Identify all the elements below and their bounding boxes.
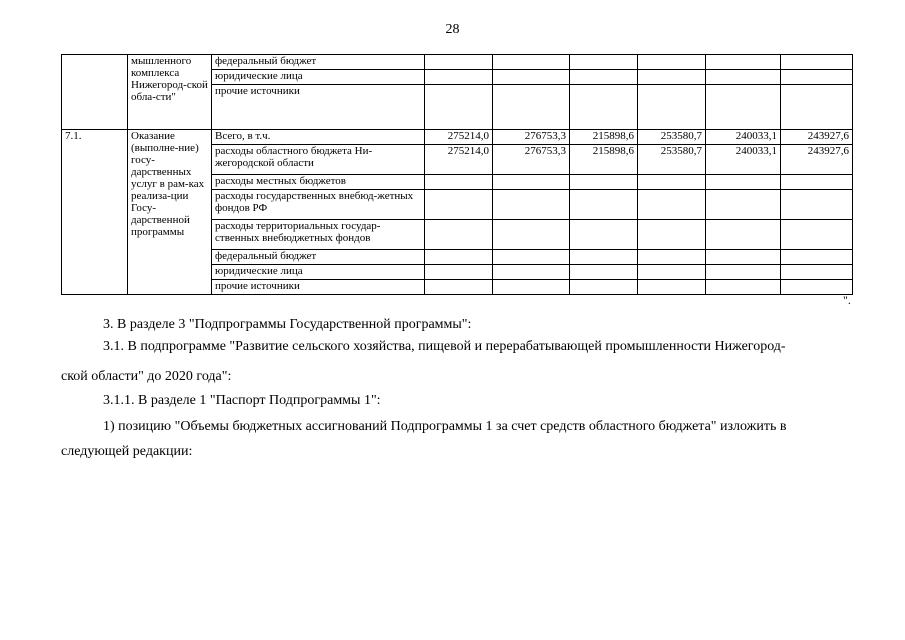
source-label-cell: расходы государственных внебюд-жетных фондов РФ — [212, 190, 425, 220]
value-cell — [781, 70, 853, 85]
source-label-cell: юридические лица — [212, 70, 425, 85]
value-cell — [706, 220, 781, 250]
value-cell — [781, 280, 853, 295]
value-cell — [781, 265, 853, 280]
paragraph-subprogram-line-1: 3.1. В подпрограмме "Развитие сельского хозяйства, пищевой и перерабатывающей промышленности Нижегород- — [103, 339, 786, 354]
source-label-cell: прочие источники — [212, 85, 425, 130]
value-cell — [638, 85, 706, 130]
value-cell — [706, 85, 781, 130]
source-label-cell: прочие источники — [212, 280, 425, 295]
value-cell: 243927,6 — [781, 130, 853, 145]
value-cell — [493, 220, 570, 250]
value-cell — [493, 280, 570, 295]
value-cell: 240033,1 — [706, 145, 781, 175]
source-label-cell: Всего, в т.ч. — [212, 130, 425, 145]
value-cell — [638, 70, 706, 85]
value-cell: 215898,6 — [570, 130, 638, 145]
value-cell — [425, 85, 493, 130]
source-label-cell: юридические лица — [212, 265, 425, 280]
value-cell — [425, 175, 493, 190]
value-cell — [638, 190, 706, 220]
value-cell — [781, 250, 853, 265]
source-label-cell: расходы областного бюджета Ни-жегородской области — [212, 145, 425, 175]
row-number-cell — [62, 55, 128, 130]
paragraph-position-line-2: следующей редакции: — [61, 444, 193, 459]
value-cell — [425, 250, 493, 265]
value-cell — [638, 280, 706, 295]
closing-quote: ". — [843, 293, 851, 307]
value-cell — [706, 280, 781, 295]
paragraph-section-3: 3. В разделе 3 "Подпрограммы Государственной программы": — [103, 317, 472, 332]
value-cell — [425, 280, 493, 295]
value-cell — [570, 280, 638, 295]
value-cell: 275214,0 — [425, 145, 493, 175]
value-cell — [781, 175, 853, 190]
value-cell — [638, 265, 706, 280]
value-cell — [781, 55, 853, 70]
value-cell — [706, 265, 781, 280]
budget-table — [61, 54, 853, 295]
value-cell — [638, 220, 706, 250]
value-cell: 215898,6 — [570, 145, 638, 175]
table-row — [62, 130, 853, 145]
value-cell — [425, 190, 493, 220]
item-name-cell: Оказание (выполне-ние) госу-дарственных услуг в рам-ках реализа-ции Госу-дарственной программы — [128, 130, 212, 295]
value-cell: 275214,0 — [425, 130, 493, 145]
value-cell — [638, 55, 706, 70]
source-label-cell: расходы территориальных государ-ственных внебюджетных фондов — [212, 220, 425, 250]
value-cell — [706, 70, 781, 85]
value-cell — [493, 190, 570, 220]
value-cell: 276753,3 — [493, 130, 570, 145]
value-cell — [781, 220, 853, 250]
value-cell: 240033,1 — [706, 130, 781, 145]
value-cell — [706, 190, 781, 220]
value-cell — [493, 55, 570, 70]
value-cell — [570, 70, 638, 85]
value-cell — [493, 175, 570, 190]
source-label-cell: федеральный бюджет — [212, 250, 425, 265]
value-cell — [706, 250, 781, 265]
value-cell — [638, 175, 706, 190]
paragraph-position-line-1: 1) позицию "Объемы бюджетных ассигнований Подпрограммы 1 за счет средств областного бюджета" изложить в — [103, 419, 787, 434]
value-cell — [781, 85, 853, 130]
value-cell — [570, 175, 638, 190]
value-cell — [570, 190, 638, 220]
value-cell — [570, 265, 638, 280]
value-cell — [425, 265, 493, 280]
item-number-cell: 7.1. — [62, 130, 128, 295]
value-cell — [425, 220, 493, 250]
table-body — [62, 55, 853, 295]
value-cell: 276753,3 — [493, 145, 570, 175]
value-cell — [781, 190, 853, 220]
program-name-cell: мышленного комплекса Нижегород-ской обла-сти" — [128, 55, 212, 130]
paragraph-section-1: 3.1.1. В разделе 1 "Паспорт Подпрограммы 1": — [103, 393, 381, 408]
value-cell — [570, 85, 638, 130]
value-cell: 243927,6 — [781, 145, 853, 175]
source-label-cell: расходы местных бюджетов — [212, 175, 425, 190]
source-label-cell: федеральный бюджет — [212, 55, 425, 70]
value-cell — [493, 250, 570, 265]
value-cell: 253580,7 — [638, 130, 706, 145]
value-cell — [425, 70, 493, 85]
value-cell — [493, 265, 570, 280]
value-cell — [570, 220, 638, 250]
value-cell — [706, 55, 781, 70]
paragraph-subprogram-line-2: ской области" до 2020 года": — [61, 369, 232, 384]
value-cell — [493, 85, 570, 130]
value-cell — [425, 55, 493, 70]
value-cell — [706, 175, 781, 190]
value-cell — [493, 70, 570, 85]
value-cell — [570, 55, 638, 70]
value-cell — [570, 250, 638, 265]
page-number: 28 — [445, 22, 460, 37]
value-cell: 253580,7 — [638, 145, 706, 175]
value-cell — [638, 250, 706, 265]
table-row — [62, 55, 853, 70]
